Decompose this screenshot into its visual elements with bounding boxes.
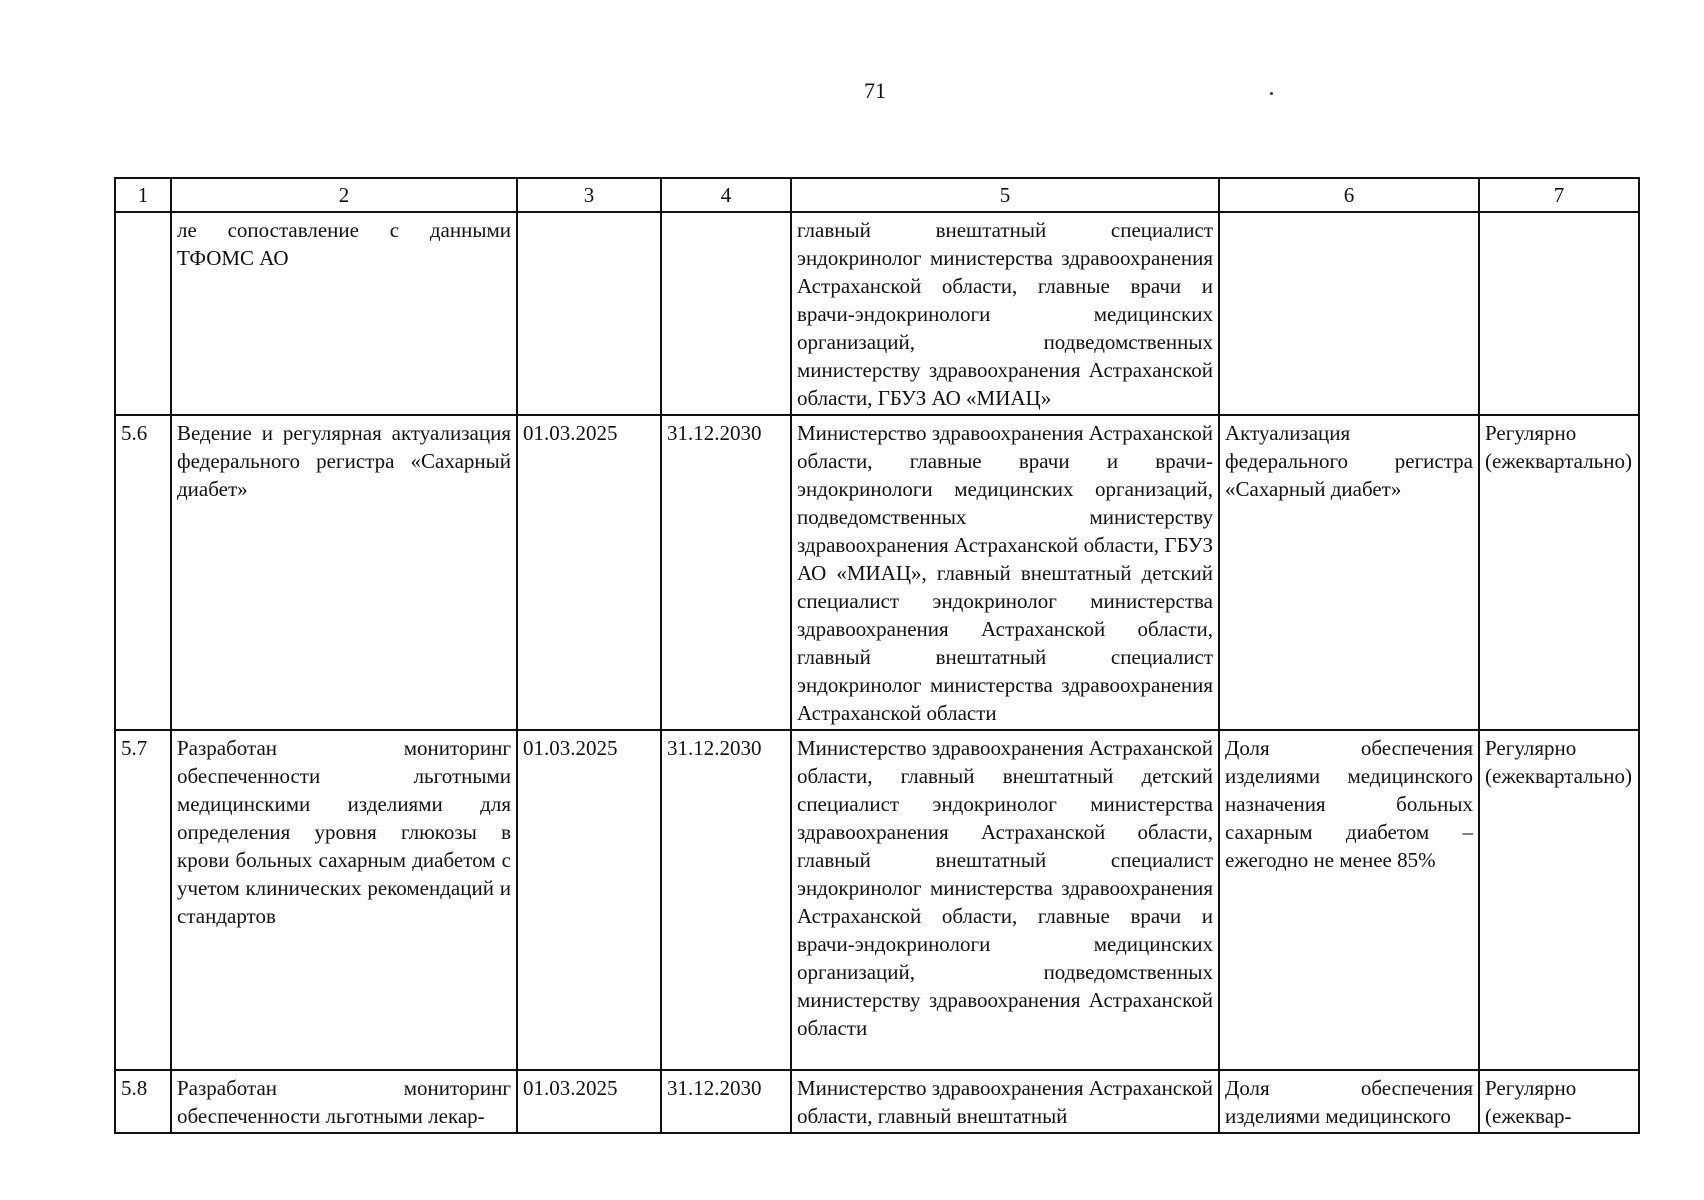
start-date-cell: 01.03.2025: [517, 415, 661, 730]
task-cell: Разработан мониторинг обеспеченности льготными медицинскими изделиями для определения уровня глюкозы в крови больных сахарным диабетом с учетом клинических рекомендаций и стандартов: [171, 730, 517, 1070]
result-cell: [1219, 212, 1479, 415]
column-header-1: 1: [115, 178, 171, 212]
row-number-cell: 5.8: [115, 1070, 171, 1133]
result-cell: Доля обеспечения изделиями медицинского назначения больных сахарным диабетом – ежегодно не менее 85%: [1219, 730, 1479, 1070]
end-date-cell: [661, 212, 791, 415]
table-row: [115, 415, 1639, 730]
row-number-cell: 5.6: [115, 415, 171, 730]
table-row: [115, 1070, 1639, 1133]
task-cell: ле сопоставление с данными ТФОМС АО: [171, 212, 517, 415]
table-header-row: [115, 178, 1639, 212]
frequency-cell: [1479, 212, 1639, 415]
column-header-5: 5: [791, 178, 1219, 212]
column-header-3: 3: [517, 178, 661, 212]
row-number-cell: 5.7: [115, 730, 171, 1070]
task-cell: Ведение и регулярная актуализация федерального регистра «Сахарный диабет»: [171, 415, 517, 730]
end-date-cell: 31.12.2030: [661, 1070, 791, 1133]
page-number: 71: [864, 78, 886, 103]
measures-table: [114, 177, 1640, 1134]
column-header-2: 2: [171, 178, 517, 212]
start-date-cell: 01.03.2025: [517, 730, 661, 1070]
scan-speck: [1270, 92, 1273, 95]
end-date-cell: 31.12.2030: [661, 415, 791, 730]
responsible-cell: Министерство здравоохранения Астраханской области, главные врачи и врачи-эндокринологи медицинских организаций, подведомственных министерству здравоохранения Астраханской области, ГБУЗ АО «МИАЦ», главный внештатный детский специалист эндокринолог министерства здравоохранения Астраханской области, главный внештатный специалист эндокринолог министерства здравоохранения Астраханской области: [791, 415, 1219, 730]
table-row: [115, 730, 1639, 1070]
start-date-cell: 01.03.2025: [517, 1070, 661, 1133]
responsible-cell: Министерство здравоохранения Астраханской области, главный внештатный: [791, 1070, 1219, 1133]
end-date-cell: 31.12.2030: [661, 730, 791, 1070]
responsible-cell: главный внештатный специалист эндокринолог министерства здравоохранения Астраханской области, главные врачи и врачи-эндокринологи медицинских организаций, подведомственных министерству здравоохранения Астраханской области, ГБУЗ АО «МИАЦ»: [791, 212, 1219, 415]
frequency-cell: Регулярно (ежеквартально): [1479, 415, 1639, 730]
column-header-4: 4: [661, 178, 791, 212]
table-row: [115, 212, 1639, 415]
row-number-cell: [115, 212, 171, 415]
result-cell: Доля обеспечения изделиями медицинского: [1219, 1070, 1479, 1133]
start-date-cell: [517, 212, 661, 415]
result-cell: Актуализация федерального регистра «Сахарный диабет»: [1219, 415, 1479, 730]
responsible-cell: Министерство здравоохранения Астраханской области, главный внештатный детский специалист эндокринолог министерства здравоохранения Астраханской области, главный внештатный специалист эндокринолог министерства здравоохранения Астраханской области, главные врачи и врачи-эндокринологи медицинских организаций, подведомственных министерству здравоохранения Астраханской области: [791, 730, 1219, 1070]
column-header-6: 6: [1219, 178, 1479, 212]
frequency-cell: Регулярно (ежеквар-: [1479, 1070, 1639, 1133]
frequency-cell: Регулярно (ежеквартально): [1479, 730, 1639, 1070]
column-header-7: 7: [1479, 178, 1639, 212]
task-cell: Разработан мониторинг обеспеченности льготными лекар-: [171, 1070, 517, 1133]
